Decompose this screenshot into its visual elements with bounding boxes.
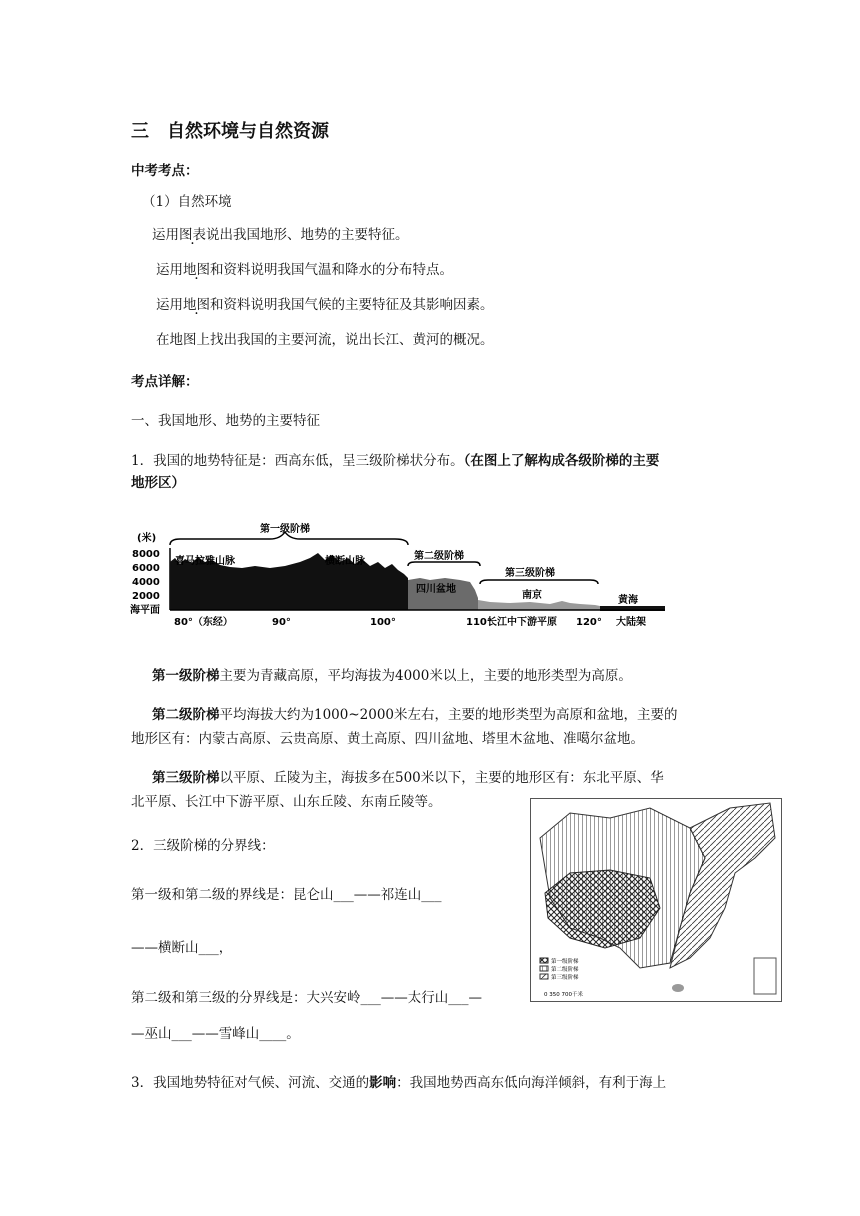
detail-p1 xyxy=(131,452,659,470)
exam-point-4 xyxy=(156,331,494,349)
profile-label-nanjing: 南京 xyxy=(522,590,542,601)
profile-x-tick: 80°（东经） xyxy=(174,617,233,628)
exam-point-2 xyxy=(156,261,453,279)
exam-point-1-post: 说出我国地形、地势的主要特征。 xyxy=(206,227,409,243)
step3-brace xyxy=(480,580,598,584)
detail-p1-bold: （在图上了解构成各级阶梯的主要 xyxy=(463,453,660,469)
profile-y-tick: 4000 xyxy=(132,577,160,588)
profile-label-sichuan: 四川盆地 xyxy=(416,584,456,595)
detail-p2: 2．三级阶梯的分界线： xyxy=(131,838,275,854)
exam-point-4-post: 在地图上找出我国的主要河流，说出长江、黄河的概况。 xyxy=(156,332,494,348)
exam-point-3-post: 和资料说明我国气候的主要特征及其影响因素。 xyxy=(210,297,494,313)
profile-y-tick: 海平面 xyxy=(130,605,160,616)
profile-y-tick: 2000 xyxy=(132,591,160,602)
step3-paragraph xyxy=(152,769,664,787)
step3-text: 以平原、丘陵为主，海拔多在500米以下，主要的地形区有：东北平原、华 xyxy=(219,770,664,786)
boundary-1-2-line2: ——横断山___， xyxy=(131,940,233,956)
profile-x-tick: 90° xyxy=(272,617,291,628)
profile-step2-label: 第二级阶梯 xyxy=(414,551,464,562)
step1-bold: 第一级阶梯 xyxy=(152,668,220,684)
map-legend-step2: 第二级阶梯 xyxy=(551,967,579,973)
step2-brace xyxy=(408,562,480,566)
step2-text: 平均海拔大约为1000~2000米左右，主要的地形类型为高原和盆地，主要的 xyxy=(219,707,678,723)
profile-x-tick: 120° xyxy=(576,617,602,628)
profile-step3-label: 第三级阶梯 xyxy=(505,568,555,579)
detail-p3-bold: 影响 xyxy=(369,1075,397,1091)
exam-points-heading: 中考考点： xyxy=(131,163,199,179)
exam-point-2-pre: 运用 xyxy=(156,262,183,278)
boundary-1-2-line1: 第一级和第二级的界线是：昆仑山___——祁连山___ xyxy=(131,887,442,903)
exam-point-1-dotted: 图表 xyxy=(179,227,206,243)
profile-x-tick: 110° xyxy=(466,617,492,628)
section-title: 三 自然环境与自然资源 xyxy=(131,121,329,142)
detail-p1-bold-cont: 地形区） xyxy=(131,475,185,491)
exam-point-3 xyxy=(156,296,494,314)
profile-label-shelf: 大陆架 xyxy=(616,617,646,628)
terrain-profile xyxy=(130,518,670,636)
profile-label-himalaya: 喜马拉雅山脉 xyxy=(175,556,235,567)
legend-swatch-step3 xyxy=(540,974,548,979)
detail-p3-a: 3．我国地势特征对气候、河流、交通的 xyxy=(131,1075,370,1091)
china-steps-map xyxy=(530,798,782,1002)
exam-point-1 xyxy=(152,226,409,244)
profile-label-yangtze-plain: 长江中下游平原 xyxy=(487,617,557,628)
detail-p1-normal: 1．我国的地势特征是：西高东低，呈三级阶梯状分布。 xyxy=(131,453,464,469)
exam-point-2-dotted: 地图 xyxy=(183,262,210,278)
step2-paragraph xyxy=(152,706,678,724)
exam-point-3-pre: 运用 xyxy=(156,297,183,313)
boundary-2-3-line1: 第二级和第三级的分界线是：大兴安岭___——太行山___— xyxy=(131,990,482,1006)
legend-swatch-step1 xyxy=(540,958,548,963)
exam-point-1-pre: 运用 xyxy=(152,227,179,243)
step1-text: 主要为青藏高原，平均海拔为4000米以上，主要的地形类型为高原。 xyxy=(219,668,632,684)
profile-y-tick: 6000 xyxy=(132,563,160,574)
exam-point-3-dotted: 地图 xyxy=(183,297,210,313)
map-hainan xyxy=(672,984,684,992)
step1-paragraph xyxy=(152,667,632,685)
map-inset xyxy=(754,958,776,994)
detail-p3 xyxy=(131,1074,666,1092)
step3-text-cont: 北平原、长江中下游平原、山东丘陵、东南丘陵等。 xyxy=(131,794,442,810)
step2-bold: 第二级阶梯 xyxy=(152,707,220,723)
legend-swatch-step2 xyxy=(540,966,548,971)
profile-label-hengduan: 横断山脉 xyxy=(325,556,365,567)
profile-step1-label: 第一级阶梯 xyxy=(260,524,310,535)
map-legend-step3: 第三级阶梯 xyxy=(551,975,579,981)
profile-unit: (米) xyxy=(137,533,157,544)
boundary-2-3-line2: —巫山___——雪峰山____。 xyxy=(131,1026,300,1042)
profile-label-yellow-sea: 黄海 xyxy=(618,595,638,606)
profile-y-tick: 8000 xyxy=(132,549,160,560)
exam-points-subheading: （1）自然环境 xyxy=(142,194,232,210)
plain-silhouette xyxy=(478,600,600,610)
detail-heading: 考点详解： xyxy=(131,374,199,390)
map-legend-step1: 第一级阶梯 xyxy=(551,959,579,965)
detail-p3-b: ：我国地势西高东低向海洋倾斜，有利于海上 xyxy=(396,1075,667,1091)
map-scale: 0 350 700千米 xyxy=(544,992,583,998)
profile-x-tick: 100° xyxy=(370,617,396,628)
step2-text-cont: 地形区有：内蒙古高原、云贵高原、黄土高原、四川盆地、塔里木盆地、准噶尔盆地。 xyxy=(131,731,644,747)
exam-point-2-post: 和资料说明我国气温和降水的分布特点。 xyxy=(210,262,453,278)
detail-sub1: 一、我国地形、地势的主要特征 xyxy=(131,413,320,429)
step3-bold: 第三级阶梯 xyxy=(152,770,220,786)
